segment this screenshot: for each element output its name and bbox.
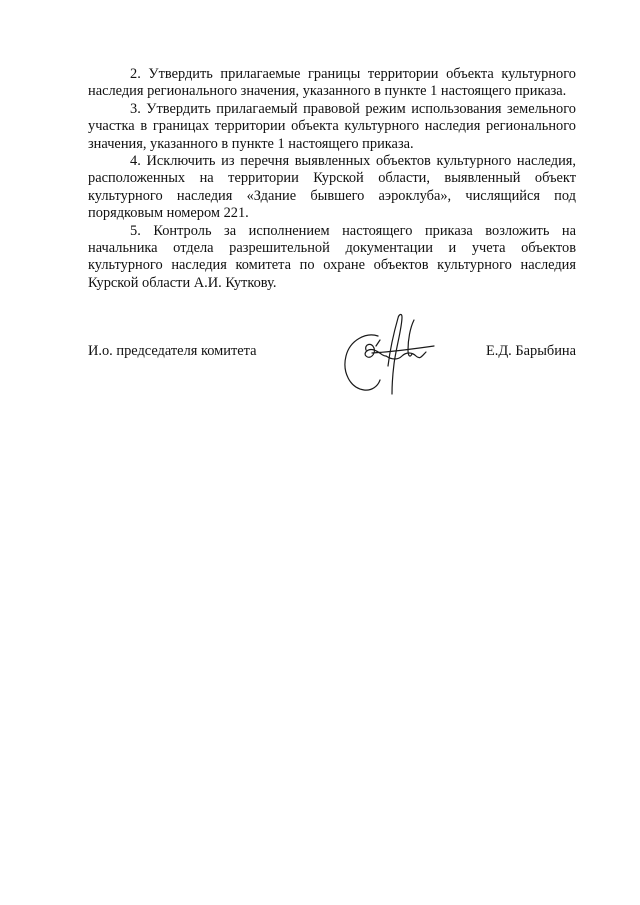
handwritten-signature: [336, 306, 440, 402]
signatory-name: Е.Д. Барыбина: [485, 343, 576, 359]
paragraph-item-2: 2. Утвердить прилагаемые границы территории объекта культурного наследия регионального значения, указанного в пункте 1 настоящего приказа.: [88, 66, 576, 100]
paragraph-item-5: 5. Контроль за исполнением настоящего приказа возложить на начальника отдела разрешительной документации и учета объектов культурного наследия комитета по охране объектов культурного наследия Курской области А.И. Куткову.: [88, 222, 576, 291]
paragraph-item-3: 3. Утвердить прилагаемый правовой режим использования земельного участка в границах территории объекта культурного наследия регионального значения, указанного в пункте 1 настоящего приказа.: [88, 100, 576, 152]
signatory-position: И.о. председателя комитета: [88, 343, 257, 359]
document-body: [88, 66, 576, 292]
signature-block: [88, 340, 576, 364]
paragraph-item-4: 4. Исключить из перечня выявленных объектов культурного наследия, расположенных на территории Курской области, выявленный объект культурного наследия «Здание бывшего аэроклуба», числящийся под порядковым номером 221.: [88, 153, 576, 222]
